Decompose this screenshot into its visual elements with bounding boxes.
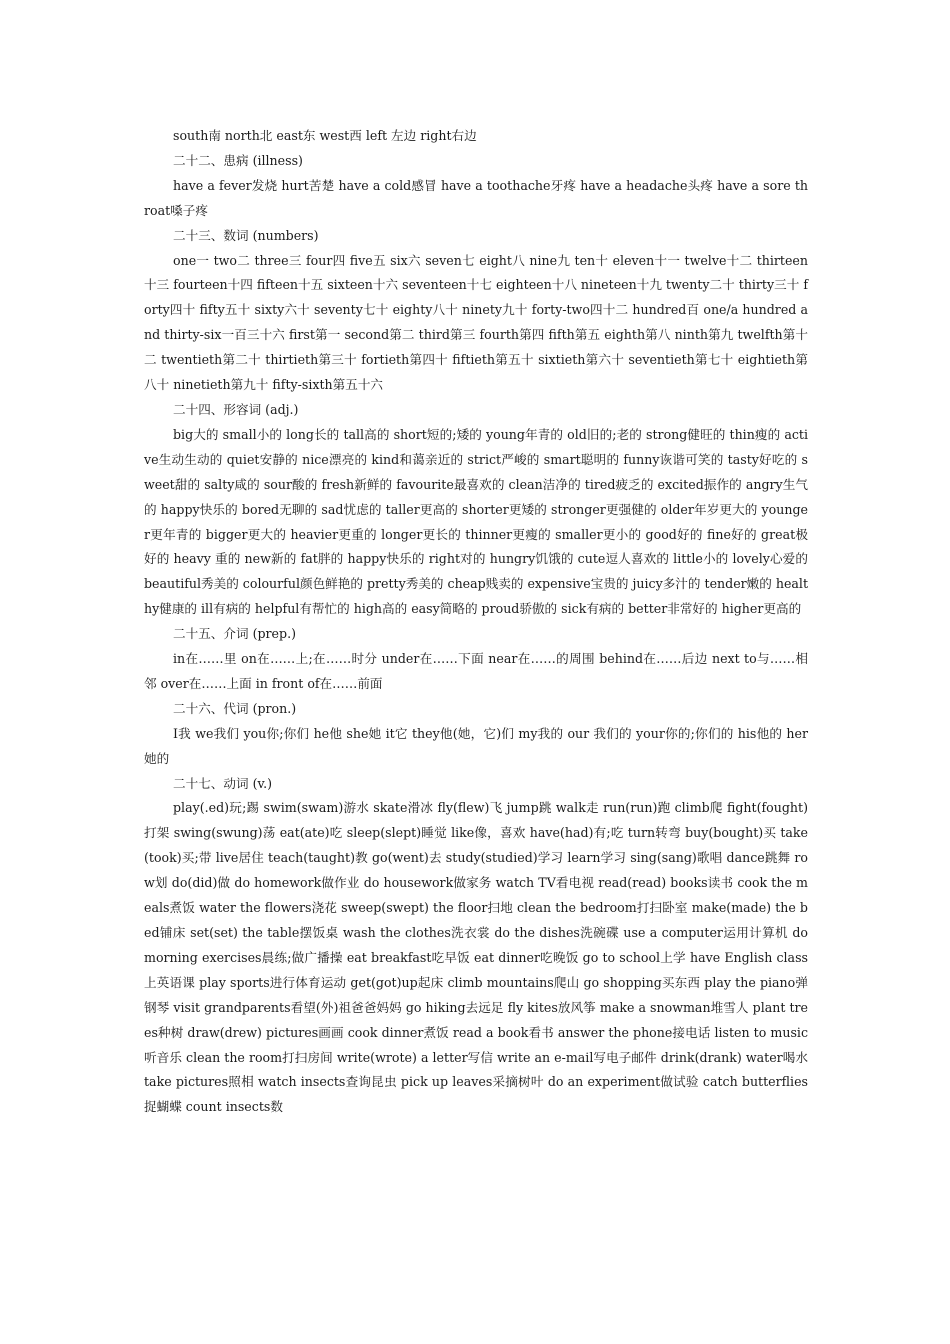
document-page xyxy=(144,124,808,1120)
paragraph-verbs: play(.ed)玩;踢 swim(swam)游水 skate滑冰 fly(flew)飞 jump跳 walk走 run(run)跑 climb爬 fight(fought)打架 swing(swung)荡 eat(ate)吃 sleep(slept)睡觉 like像，喜欢 have(had)有;吃 turn转弯 buy(bought)买 take(took)买;带 live居住 teach(taught)教 go(went)去 study(studied)学习 learn学习 sing(sang)歌唱 dance跳舞 row划 do(did)做 do homework做作业 do housework做家务 watch TV看电视 read(read) books读书 cook the meals煮饭 water the flowers浇花 sweep(swept) the floor扫地 clean the bedroom打扫卧室 make(made) the bed铺床 set(set) the table摆饭桌 wash the clothes洗衣裳 do the dishes洗碗碟 use a computer运用计算机 do morning exercises晨练;做广播操 eat breakfast吃早饭 eat dinner吃晚饭 go to school上学 have English class上英语课 play sports进行体育运动 get(got)up起床 climb mountains爬山 go shopping买东西 play the piano弹钢琴 visit grandparents看望(外)祖爸爸妈妈 go hiking去远足 fly kites放风筝 make a snowman堆雪人 plant trees种树 draw(drew) pictures画画 cook dinner煮饭 read a book看书 answer the phone接电话 listen to music听音乐 clean the room打扫房间 write(wrote) a letter写信 write an e-mail写电子邮件 drink(drank) water喝水 take pictures照相 watch insects查询昆虫 pick up leaves采摘树叶 do an experiment做试验 catch butterflies捉蝴蝶 count insects数 xyxy=(144,800,808,1115)
paragraph-illness: have a fever发烧 hurt苦楚 have a cold感冒 have a toothache牙疼 have a headache头疼 have a sore throat嗓子疼 xyxy=(144,177,808,218)
paragraph-prepositions: in在……里 on在……上;在……时分 under在……下面 near在……的周围 behind在……后边 next to与……相邻 over在……上面 in front of在……前面 xyxy=(144,651,808,691)
paragraph-numbers: one一 two二 three三 four四 five五 six六 seven七 eight八 nine九 ten十 eleven十一 twelve十二 thirteen十三 fourteen十四 fifteen十五 sixteen十六 seventeen十七 eighteen十八 nineteen十九 twenty二十 thirty三十 forty四十 fifty五十 sixty六十 seventy七十 eighty八十 ninety九十 forty-two四十二 hundred百 one/a hundred and thirty-six一百三十六 first第一 second第二 third第三 fourth第四 fifth第五 eighth第八 ninth第九 twelfth第十二 twentieth第二十 thirtieth第三十 fortieth第四十 fiftieth第五十 sixtieth第六十 seventieth第七十 eightieth第八十 ninetieth第九十 fifty-sixth第五十六 xyxy=(144,252,808,393)
paragraph-directions: south南 north北 east东 west西 left 左边 right右边 xyxy=(173,128,477,143)
section-heading-illness: 二十二、患病 (illness) xyxy=(173,152,303,168)
section-heading-prepositions: 二十五、介词 (prep.) xyxy=(173,626,296,642)
section-heading-pronouns: 二十六、代词 (pron.) xyxy=(173,700,297,716)
paragraph-adjectives: big大的 small小的 long长的 tall高的 short短的;矮的 young年青的 old旧的;老的 strong健旺的 thin瘦的 active生动生动的 quiet安静的 nice漂亮的 kind和蔼亲近的 strict严峻的 smart聪明的 funny诙谐可笑的 tasty好吃的 sweet甜的 salty咸的 sour酸的 fresh新鲜的 favourite最喜欢的 clean洁净的 tired疲乏的 excited振作的 angry生气的 happy快乐的 bored无聊的 sad忧虑的 taller更高的 shorter更矮的 stronger更强健的 older年岁更大的 younger更年青的 bigger更大的 heavier更重的 longer更长的 thinner更瘦的 smaller更小的 good好的 fine好的 great极好的 heavy 重的 new新的 fat胖的 happy快乐的 right对的 hungry饥饿的 cute逗人喜欢的 little小的 lovely心爱的 beautiful秀美的 colourful颜色鲜艳的 pretty秀美的 cheap贱卖的 expensive宝贵的 juicy多汁的 tender嫩的 healthy健康的 ill有病的 helpful有帮忙的 high高的 easy简略的 proud骄傲的 sick有病的 better非常好的 higher更高的 xyxy=(144,426,809,617)
section-heading-verbs: 二十七、动词 (v.) xyxy=(173,775,273,791)
section-heading-adjectives: 二十四、形容词 (adj.) xyxy=(173,401,299,417)
section-heading-numbers: 二十三、数词 (numbers) xyxy=(173,227,319,243)
paragraph-pronouns: I我 we我们 you你;你们 he他 she她 it它 they他(她，它)们 my我的 our 我们的 your你的;你们的 his他的 her她的 xyxy=(144,725,808,766)
